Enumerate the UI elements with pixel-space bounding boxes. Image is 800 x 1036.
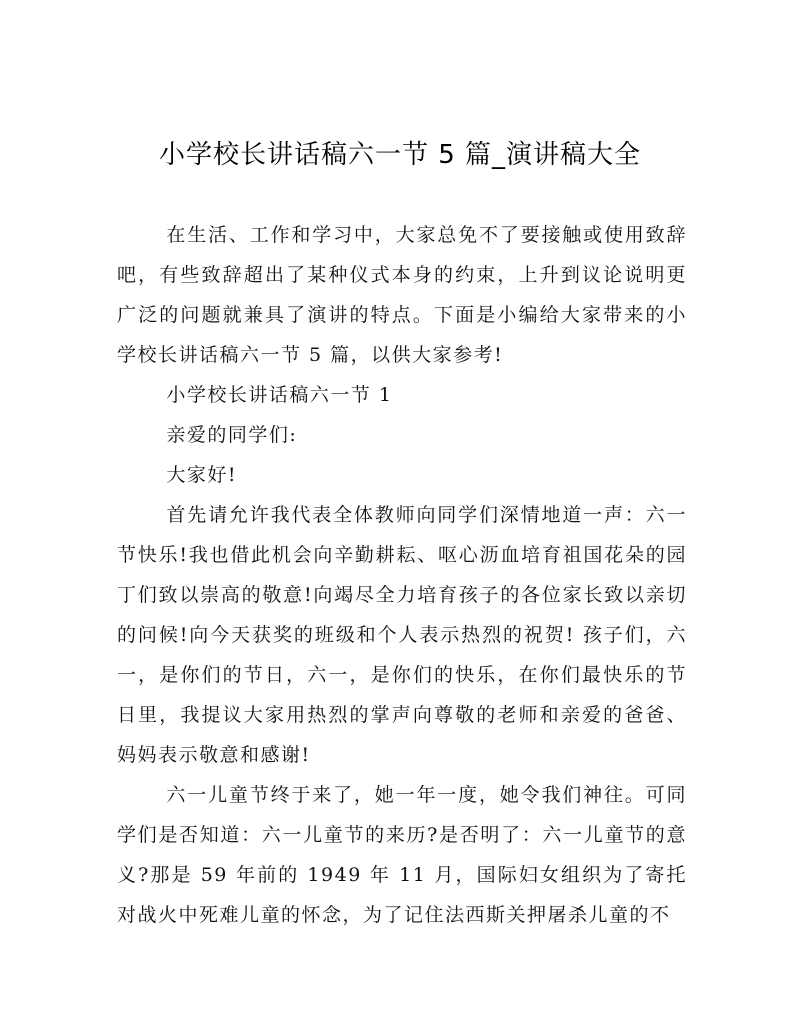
document-body [117, 215, 687, 935]
document-title: 小学校长讲话稿六一节 5 篇_演讲稿大全 [158, 140, 642, 170]
paragraph-thanks: 首先请允许我代表全体教师向同学们深情地道一声：六一节快乐!我也借此机会向辛勤耕耘、呕心沥血培育祖国花朵的园丁们致以崇高的敬意!向竭尽全力培育孩子的各位家长致以亲切的问候!向今天获奖的班级和个人表示热烈的祝贺! 孩子们，六一，是你们的节日，六一，是你们的快乐，在你们最快乐的节日里，我提议大家用热烈的掌声向尊敬的老师和亲爱的爸爸、妈妈表示敬意和感谢! [117, 504, 687, 766]
paragraph-history: 六一儿童节终于来了，她一年一度，她令我们神往。可同学们是否知道：六一儿童节的来历?是否明了：六一儿童节的意义?那是 59 年前的 1949 年 11 月，国际妇女组织为了寄托对战火中死难儿童的怀念，为了记住法西斯关押屠杀儿童的不 [117, 784, 687, 926]
greeting: 大家好! [166, 464, 238, 486]
salutation: 亲爱的同学们: [166, 424, 298, 446]
paragraph-intro: 在生活、工作和学习中，大家总免不了要接触或使用致辞吧，有些致辞超出了某种仪式本身的约束，上升到议论说明更广泛的问题就兼具了演讲的特点。下面是小编给大家带来的小学校长讲话稿六一节 5 篇，以供大家参考! [117, 224, 687, 366]
section-heading: 小学校长讲话稿六一节 1 [166, 384, 393, 406]
